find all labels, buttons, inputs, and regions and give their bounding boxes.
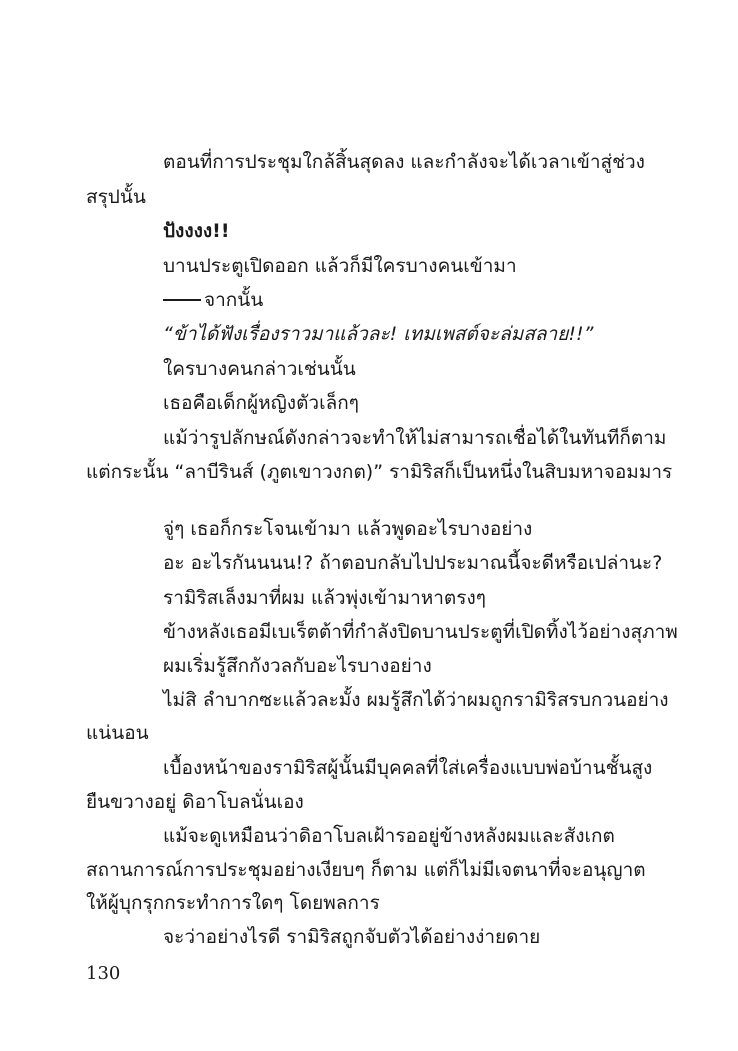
dialogue-line: “ข้าได้ฟังเรื่องราวมาแล้วละ! เทมเพสต์จะล่มสลาย!!” [163,323,594,345]
paragraph-line: สรุปนั้น [86,186,146,208]
paragraph-line: แต่กระนั้น “ลาบีรินส์ (ภูตเขาวงกต)” รามิริสก็เป็นหนึ่งในสิบมหาจอมมาร [86,461,673,483]
paragraph-line: ใครบางคนกล่าวเช่นนั้น [163,358,356,380]
page-number: 130 [86,963,121,984]
paragraph-line: สถานการณ์การประชุมอย่างเงียบๆ ก็ตาม แต่ก็ไม่มีเจตนาที่จะอนุญาต [86,859,646,881]
paragraph-line: รามิริสเล็งมาที่ผม แล้วพุ่งเข้ามาหาตรงๆ [163,587,486,609]
paragraph-line: อะ อะไรกันนนน!? ถ้าตอบกลับไปประมาณนี้จะดีหรือเปล่านะ? [163,552,663,574]
paragraph-line: แม้ว่ารูปลักษณ์ดังกล่าวจะทำให้ไม่สามารถเชื่อได้ในทันทีก็ตาม [163,427,667,449]
em-dash-rule [163,299,201,301]
paragraph-line: ให้ผู้บุกรุกกระทำการใดๆ โดยพลการ [86,892,380,914]
paragraph-line: เธอคือเด็กผู้หญิงตัวเล็กๆ [163,392,359,414]
paragraph-line: ผมเริ่มรู้สึกกังวลกับอะไรบางอย่าง [163,655,432,677]
sound-effect-line: ปังงงง!! [163,220,230,242]
paragraph-line: ไม่สิ ลำบากซะแล้วละมั้ง ผมรู้สึกได้ว่าผมถูกรามิริสรบกวนอย่าง [163,689,669,711]
dash-line-text: จากนั้น [204,289,264,311]
paragraph-line: จู่ๆ เธอก็กระโจนเข้ามา แล้วพูดอะไรบางอย่าง [163,518,533,540]
paragraph-line: ตอนที่การประชุมใกล้สิ้นสุดลง และกำลังจะได้เวลาเข้าสู่ช่วง [163,151,645,173]
paragraph-line: แม้จะดูเหมือนว่าดิอาโบลเฝ้ารออยู่ข้างหลังผมและสังเกต [163,825,615,847]
paragraph-line: แน่นอน [86,722,149,744]
paragraph-line: ข้างหลังเธอมีเบเร็ตต้าที่กำลังปิดบานประตูที่เปิดทิ้งไว้อย่างสุภาพ [163,621,678,643]
paragraph-line: ยืนขวางอยู่ ดิอาโบลนั่นเอง [86,791,304,813]
dash-paragraph-line [163,288,263,312]
paragraph-line: บานประตูเปิดออก แล้วก็มีใครบางคนเข้ามา [163,255,517,277]
paragraph-line: เบื้องหน้าของรามิริสผู้นั้นมีบุคคลที่ใส่เครื่องแบบพ่อบ้านชั้นสูง [163,757,653,779]
paragraph-line: จะว่าอย่างไรดี รามิริสถูกจับตัวได้อย่างง่ายดาย [163,926,541,948]
